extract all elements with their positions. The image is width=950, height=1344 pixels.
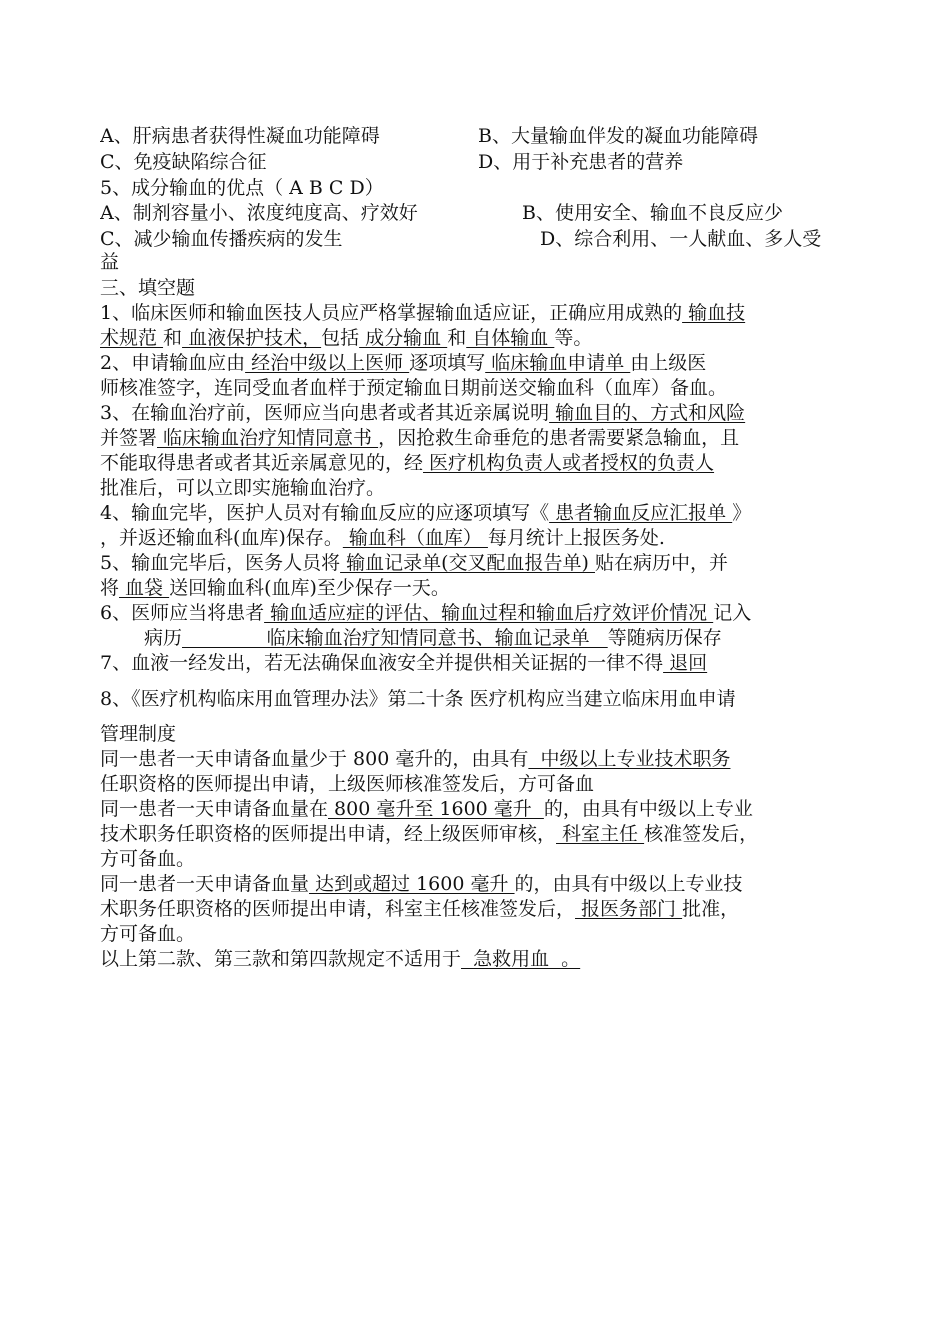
rule-3-line-2 <box>100 897 860 921</box>
option-b: B、使用安全、输血不良反应少 <box>522 202 783 224</box>
fill-4-line-1 <box>100 501 860 525</box>
answer: 成分输血 <box>359 327 448 349</box>
text: 6、医师应当将患者 <box>100 602 265 624</box>
answer: 报医务部门 <box>575 898 683 920</box>
answer: 临床输血治疗知情同意书、输血记录单 <box>182 627 608 649</box>
rule-3-line-1 <box>100 872 860 896</box>
text: 》 <box>732 502 752 524</box>
fill-3-line-2 <box>100 426 860 450</box>
fill-7 <box>100 651 860 675</box>
option-line-4b <box>100 150 860 174</box>
question-5: 5、成分输血的优点（ A B C D） <box>100 177 384 199</box>
text: 批准， <box>682 898 740 920</box>
text: ，因抢救生命垂危的患者需要紧急输血，且 <box>378 427 740 449</box>
text: 贴在病历中，并 <box>595 552 729 574</box>
answer: 血袋 <box>119 577 170 599</box>
regulation-title: 《医疗机构临床用血管理办法》 <box>131 688 388 710</box>
text: 的，由具有中级以上专业 <box>543 798 753 820</box>
answer: 科室主任 <box>556 823 645 845</box>
text: 技术职务任职资格的医师提出申请，经上级医师审核， <box>100 823 557 845</box>
option-line-5 <box>100 201 860 225</box>
answer: 自体输血 <box>466 327 555 349</box>
text: 病历 <box>144 627 183 649</box>
fill-5-line-1 <box>100 551 860 575</box>
fill-2-line-2: 师核准签字，连同受血者血样于预定输血日期前送交输血科（血库）备血。 <box>100 377 728 399</box>
option-d: D、用于补充患者的营养 <box>478 151 684 173</box>
rule-1-line-1 <box>100 747 860 771</box>
option-line-4 <box>100 124 860 148</box>
text: 同一患者一天申请备血量少于 800 毫升的，由具有 <box>100 748 529 770</box>
rule-2-line-2 <box>100 822 860 846</box>
text: 逐项填写 <box>409 352 486 374</box>
fill-4-line-2 <box>100 526 860 550</box>
fill-6-line-1 <box>100 601 860 625</box>
text: 7、血液一经发出，若无法确保血液安全并提供相关证据的一律不得 <box>100 652 664 674</box>
answer: 800 毫升至 1600 毫升 <box>328 798 544 820</box>
option-a: A、制剂容量小、浓度纯度高、疗效好 <box>100 202 418 224</box>
answer: 输血记录单(交叉配血报告单) <box>340 552 595 574</box>
text: 同一患者一天申请备血量 <box>100 873 310 895</box>
answer: 医疗机构负责人或者授权的负责人 <box>423 452 715 474</box>
text: 2、申请输血应由 <box>100 352 246 374</box>
answer: 临床输血申请单 <box>485 352 631 374</box>
text: 5、输血完毕后，医务人员将 <box>100 552 341 574</box>
answer: 输血技 <box>682 302 746 324</box>
fill-5-line-2 <box>100 576 860 600</box>
text: 由上级医 <box>630 352 707 374</box>
text: 不能取得患者或者其近亲属意见的，经 <box>100 452 424 474</box>
rule-2-line-3: 方可备血。 <box>100 848 196 870</box>
option-d-continued: 益 <box>100 251 120 273</box>
text: 以上第二款、第三款和第四款规定不适用于 <box>100 948 462 970</box>
fill-3-line-4: 批准后，可以立即实施输血治疗。 <box>100 477 386 499</box>
option-d: D、综合利用、一人献血、多人受 <box>540 228 822 250</box>
fill-1-line-1 <box>100 301 860 325</box>
answer: 血液保护技术， <box>182 327 322 349</box>
answer: 达到或超过 1600 毫升 <box>309 873 515 895</box>
answer: 急救用血 。 <box>461 948 581 970</box>
option-a: A、肝病患者获得性凝血功能障碍 <box>100 125 380 147</box>
text: 4、输血完毕，医护人员对有输血反应的应逐项填写《 <box>100 502 550 524</box>
section-heading: 三、填空题 <box>100 277 196 299</box>
text: 核准签发后， <box>644 823 759 845</box>
answer: 输血目的、方式和风险 <box>549 402 746 424</box>
rule-exception <box>100 947 860 971</box>
rule-2-line-1 <box>100 797 860 821</box>
option-c: C、免疫缺陷综合征 <box>100 151 267 173</box>
option-line-5b <box>100 227 860 251</box>
answer: 中级以上专业技术职务 <box>528 748 731 770</box>
text: 送回输血科(血库)至少保存一天。 <box>169 577 450 599</box>
fill-3-line-3 <box>100 451 860 475</box>
fill-6-line-2 <box>100 626 904 650</box>
text: ，并返还输血科(血库)保存。 <box>100 527 343 549</box>
option-b: B、大量输血伴发的凝血功能障碍 <box>478 125 758 147</box>
answer: 输血适应症的评估、输血过程和输血后疗效评价情况 <box>264 602 714 624</box>
text: 同一患者一天申请备血量在 <box>100 798 329 820</box>
answer: 经治中级以上医师 <box>245 352 410 374</box>
answer: 退回 <box>663 652 708 674</box>
fill-8-line-2: 管理制度 <box>100 723 177 745</box>
text: 等随病历保存 <box>607 627 722 649</box>
text: 1、临床医师和输血医技人员应严格掌握输血适应证，正确应用成熟的 <box>100 302 683 324</box>
text: 将 <box>100 577 120 599</box>
fill-2-line-1 <box>100 351 860 375</box>
text: 和 <box>447 327 467 349</box>
text: 和 <box>163 327 183 349</box>
answer: 术规范 <box>100 327 164 349</box>
rule-1-line-2: 任职资格的医师提出申请，上级医师核准签发后，方可备血 <box>100 773 595 795</box>
fill-8-line-1 <box>100 687 860 711</box>
text: 的，由具有中级以上专业技 <box>514 873 743 895</box>
rule-3-line-3: 方可备血。 <box>100 923 196 945</box>
option-c: C、减少输血传播疾病的发生 <box>100 228 343 250</box>
text: 8、 <box>100 688 132 710</box>
text: 第二十条 医疗机构应当建立临床用血申请 <box>387 688 736 710</box>
answer: 患者输血反应汇报单 <box>549 502 733 524</box>
text: 3、在输血治疗前，医师应当向患者或者其近亲属说明 <box>100 402 550 424</box>
fill-3-line-1 <box>100 401 860 425</box>
text: 包括 <box>321 327 360 349</box>
text: 并签署 <box>100 427 158 449</box>
text: 术职务任职资格的医师提出申请，科室主任核准签发后， <box>100 898 576 920</box>
text: 记入 <box>713 602 752 624</box>
text: 每月统计上报医务处. <box>487 527 665 549</box>
answer: 输血科（血库） <box>342 527 488 549</box>
fill-1-line-2 <box>100 326 860 350</box>
answer: 临床输血治疗知情同意书 <box>157 427 379 449</box>
text: 等。 <box>554 327 593 349</box>
